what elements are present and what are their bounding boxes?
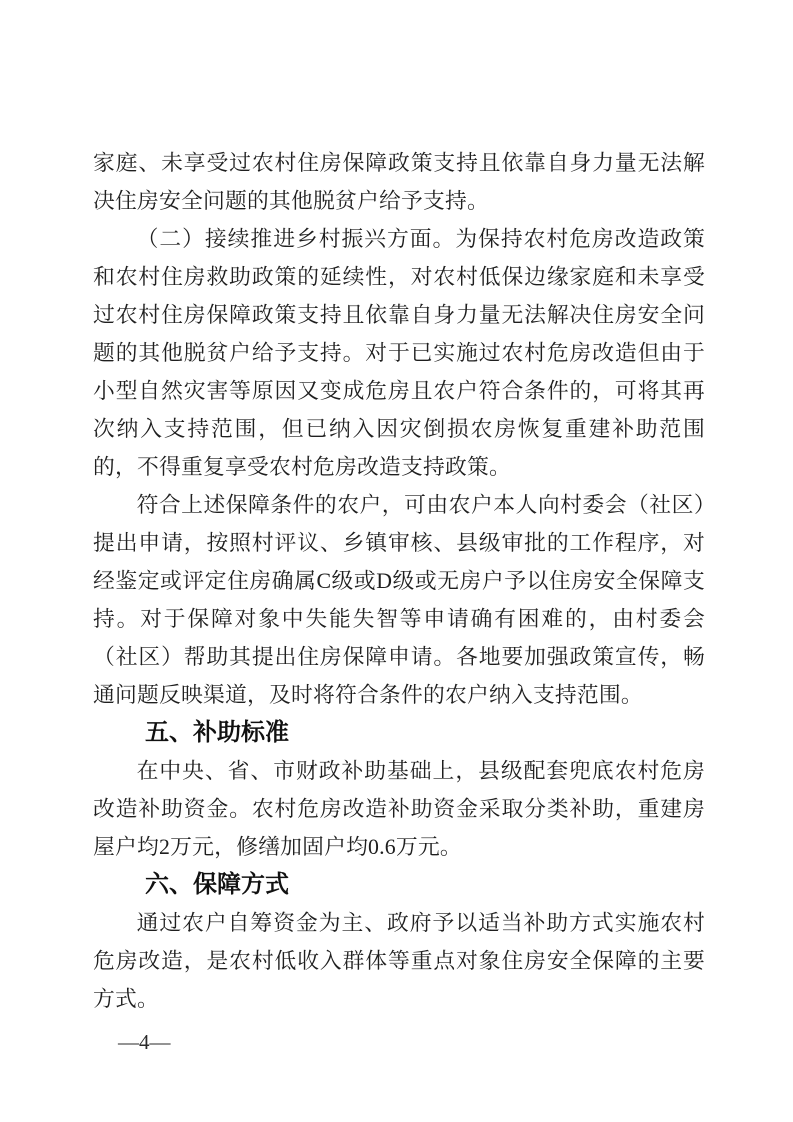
- paragraph-guarantee-method: 通过农户自筹资金为主、政府予以适当补助方式实施农村危房改造，是农村低收入群体等重点对象住房安全保障的主要方式。: [93, 911, 705, 1011]
- document-body: [93, 144, 705, 1018]
- paragraph-application-procedure: 符合上述保障条件的农户，可由农户本人向村委会（社区）提出申请，按照村评议、乡镇审核、县级审批的工作程序，对经鉴定或评定住房确属C级或D级或无房户予以住房安全保障支持。对于保障对象中失能失智等申请确有困难的，由村委会（社区）帮助其提出住房保障申请。各地要加强政策宣传，畅通问题反映渠道，及时将符合条件的农户纳入支持范围。: [93, 493, 705, 707]
- page-number: —4—: [118, 1030, 171, 1054]
- section-heading-subsidy-standard: 五、补助标准: [145, 719, 289, 746]
- paragraph-subsidy-standard: 在中央、省、市财政补助基础上，县级配套兜底农村危房改造补助资金。农村危房改造补助资金采取分类补助，重建房屋户均2万元，修缮加固户均0.6万元。: [93, 759, 705, 859]
- section-heading-guarantee-method: 六、保障方式: [145, 871, 289, 898]
- paragraph-rural-revitalization: （二）接续推进乡村振兴方面。为保持农村危房改造政策和农村住房救助政策的延续性，对农村低保边缘家庭和未享受过农村住房保障政策支持且依靠自身力量无法解决住房安全问题的其他脱贫户给予支持。对于已实施过农村危房改造但由于小型自然灾害等原因又变成危房且农户符合条件的，可将其再次纳入支持范围，但已纳入因灾倒损农房恢复重建补助范围的，不得重复享受农村危房改造支持政策。: [93, 227, 705, 479]
- paragraph-continuation: 家庭、未享受过农村住房保障政策支持且依靠自身力量无法解决住房安全问题的其他脱贫户给予支持。: [93, 151, 705, 213]
